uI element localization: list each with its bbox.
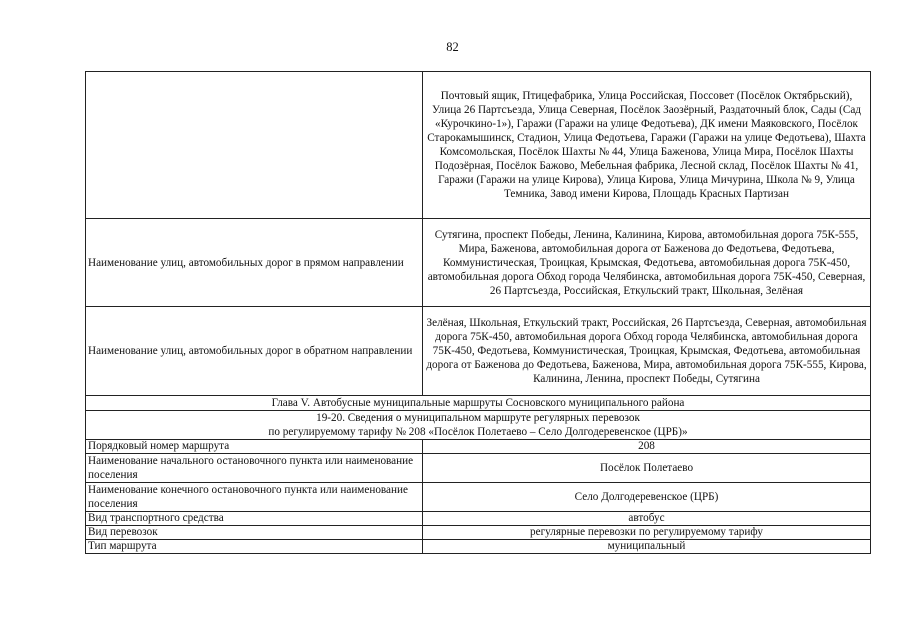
vehicle-type-value: автобус xyxy=(423,512,871,526)
vehicle-type-label: Вид транспортного средства xyxy=(86,512,423,526)
route-type-value: муниципальный xyxy=(423,540,871,554)
table-row xyxy=(86,526,871,540)
reverse-direction-label: Наименование улиц, автомобильных дорог в обратном направлении xyxy=(86,307,423,396)
table-row xyxy=(86,454,871,483)
table-row xyxy=(86,540,871,554)
chapter-row xyxy=(86,396,871,411)
stops-list-cell: Почтовый ящик, Птицефабрика, Улица Российская, Поссовет (Посёлок Октябрьский), Улица 26 Партсъезда, Улица Северная, Посёлок Заозёрный, Раздаточный блок, Сады (Сад «Курочкино-1»), Гаражи (Гаражи на улице Федотьева), ДК имени Маяковского, Посёлок Старокамышинск, Стадион, Улица Федотьева, Гаражи (Гаражи на улице Федотьева), Шахта Комсомольская, Посёлок Шахты № 44, Улица Баженова, Улица Мира, Посёлок Шахты Подозёрная, Посёлок Бажово, Мебельная фабрика, Лесной склад, Посёлок Шахты № 41, Гаражи (Гаражи на улице Кирова), Улица Кирова, Улица Мичурина, Школа № 9, Улица Темника, Завод имени Кирова, Площадь Красных Партизан xyxy=(423,72,871,219)
route-number-label: Порядковый номер маршрута xyxy=(86,440,423,454)
transport-kind-value: регулярные перевозки по регулируемому тарифу xyxy=(423,526,871,540)
forward-direction-value: Сутягина, проспект Победы, Ленина, Калинина, Кирова, автомобильная дорога 75К-555, Мира, Баженова, автомобильная дорога от Баженова до Федотьева, Федотьева, Коммунистическая, Троицкая, Крымская, Федотьева, автомобильная дорога 75К-450, автомобильная дорога Обход города Челябинска, автомобильная дорога 75К-450, Северная, 26 Партсъезда, Российская, Еткульский тракт, Школьная, Зелёная xyxy=(423,219,871,307)
transport-kind-label: Вид перевозок xyxy=(86,526,423,540)
table-row xyxy=(86,512,871,526)
section-title-line2: по регулируемому тарифу № 208 «Посёлок Полетаево – Село Долгодеревенское (ЦРБ)» xyxy=(268,426,688,438)
table-row xyxy=(86,219,871,307)
table-row xyxy=(86,72,871,219)
page-number: 82 xyxy=(446,40,459,54)
start-stop-label: Наименование начального остановочного пункта или наименование поселения xyxy=(86,454,423,483)
reverse-direction-value: Зелёная, Школьная, Еткульский тракт, Российская, 26 Партсъезда, Северная, автомобильная дорога 75К-450, автомобильная дорога Обход города Челябинска, автомобильная дорога 75К-450, Федотьева, Коммунистическая, Троицкая, Крымская, Федотьева, автомобильная дорога от Баженова до Федотьева, Баженова, Мира, автомобильная дорога 75К-555, Кирова, Калинина, Ленина, проспект Победы, Сутягина xyxy=(423,307,871,396)
section-title xyxy=(86,411,871,440)
table-row xyxy=(86,440,871,454)
route-number-value: 208 xyxy=(423,440,871,454)
route-info-table xyxy=(85,71,871,554)
start-stop-value: Посёлок Полетаево xyxy=(423,454,871,483)
table-row xyxy=(86,307,871,396)
section-title-line1: 19-20. Сведения о муниципальном маршруте регулярных перевозок xyxy=(316,412,640,424)
chapter-title: Глава V. Автобусные муниципальные маршруты Сосновского муниципального района xyxy=(86,396,871,411)
table-row xyxy=(86,483,871,512)
route-type-label: Тип маршрута xyxy=(86,540,423,554)
section-row xyxy=(86,411,871,440)
end-stop-value: Село Долгодеревенское (ЦРБ) xyxy=(423,483,871,512)
stops-label-cell xyxy=(86,72,423,219)
forward-direction-label: Наименование улиц, автомобильных дорог в прямом направлении xyxy=(86,219,423,307)
end-stop-label: Наименование конечного остановочного пункта или наименование поселения xyxy=(86,483,423,512)
